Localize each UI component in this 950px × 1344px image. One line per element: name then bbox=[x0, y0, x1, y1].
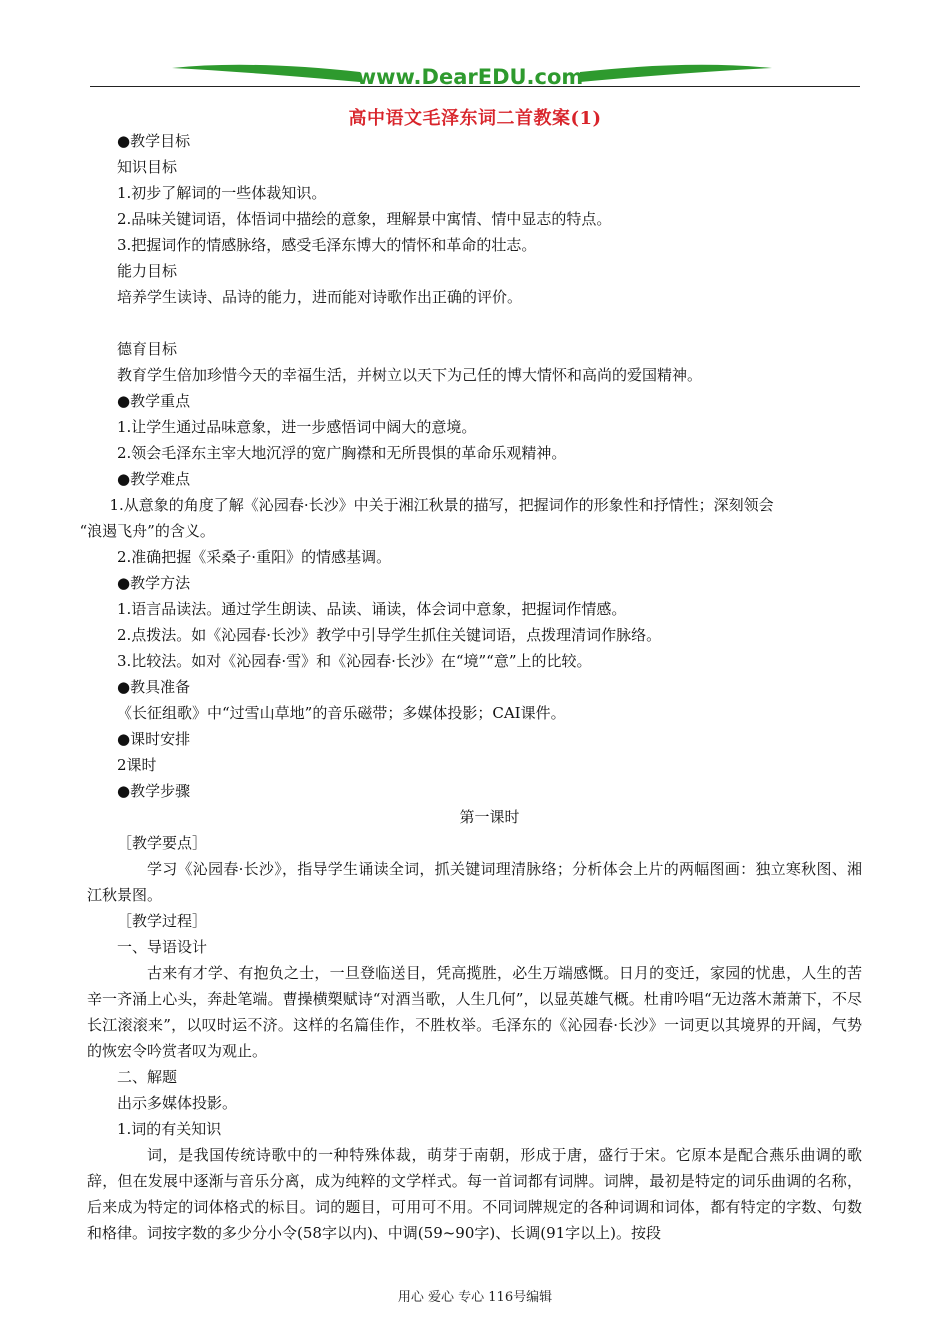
section-heading: ●教学方法 bbox=[117, 574, 191, 592]
text-line: 培养学生读诗、品诗的能力，进而能对诗歌作出正确的评价。 bbox=[117, 288, 523, 306]
logo-text: www.DearEDU.com bbox=[356, 65, 584, 89]
section-heading: ●教学目标 bbox=[117, 132, 191, 150]
list-item: 2.品味关键词语，体悟词中描绘的意象，理解景中寓情、情中显志的特点。 bbox=[117, 210, 612, 228]
paragraph: 学习《沁园春·长沙》，指导学生诵读全词，抓关键词理清脉络；分析体会上片的两幅图画：独立寒秋图、湘江秋景图。 bbox=[87, 860, 862, 904]
list-item: 1.让学生通过品味意象，进一步感悟词中阔大的意境。 bbox=[117, 418, 477, 436]
list-item: 1.初步了解词的一些体裁知识。 bbox=[117, 184, 327, 202]
lesson-heading: 第一课时 bbox=[459, 808, 520, 826]
document-body bbox=[79, 128, 862, 1246]
section-heading: ●教学重点 bbox=[117, 392, 191, 410]
subheading: 1.词的有关知识 bbox=[117, 1120, 222, 1138]
section-heading: ●教学步骤 bbox=[117, 782, 191, 800]
list-item: 2.领会毛泽东主宰大地沉浮的宽广胸襟和无所畏惧的革命乐观精神。 bbox=[117, 444, 567, 462]
subheading: 知识目标 bbox=[117, 158, 178, 176]
subheading: 能力目标 bbox=[117, 262, 178, 280]
step-heading: 二、解题 bbox=[117, 1068, 178, 1086]
section-heading: ●教学难点 bbox=[117, 470, 191, 488]
header-divider bbox=[90, 86, 860, 87]
list-item: 1.从意象的角度了解《沁园春·长沙》中关于湘江秋景的描写，把握词作的形象性和抒情性；深刻领会 bbox=[109, 496, 774, 514]
list-item: 3.比较法。如对《沁园春·雪》和《沁园春·长沙》在“境”“意”上的比较。 bbox=[117, 652, 592, 670]
document-title: 高中语文毛泽东词二首教案(1) bbox=[348, 108, 602, 129]
site-header bbox=[0, 58, 950, 98]
text-line: “浪遏飞舟”的含义。 bbox=[79, 522, 215, 540]
bracket-heading: ［教学过程］ bbox=[117, 912, 208, 930]
section-heading: ●教具准备 bbox=[117, 678, 191, 696]
bracket-heading: ［教学要点］ bbox=[117, 834, 208, 852]
text-line: 2课时 bbox=[117, 756, 157, 774]
list-item: 2.准确把握《采桑子·重阳》的情感基调。 bbox=[117, 548, 392, 566]
text-line: 教育学生倍加珍惜今天的幸福生活，并树立以天下为己任的博大情怀和高尚的爱国精神。 bbox=[117, 366, 703, 384]
subheading: 德育目标 bbox=[117, 340, 178, 358]
section-heading: ●课时安排 bbox=[117, 730, 191, 748]
blank-line bbox=[117, 310, 862, 336]
text-line: 《长征组歌》中“过雪山草地”的音乐磁带；多媒体投影；CAI课件。 bbox=[117, 704, 566, 722]
page-footer: 用心 爱心 专心 116号编辑 bbox=[397, 1290, 553, 1305]
list-item: 1.语言品读法。通过学生朗读、品读、诵读，体会词中意象，把握词作情感。 bbox=[117, 600, 627, 618]
text-line: 出示多媒体投影。 bbox=[117, 1094, 238, 1112]
paragraph: 词，是我国传统诗歌中的一种特殊体裁，萌芽于南朝，形成于唐，盛行于宋。它原本是配合燕乐曲调的歌辞，但在发展中逐渐与音乐分离，成为纯粹的文学样式。每一首词都有词牌。词牌，最初是特定的词乐曲调的名称，后来成为特定的词体格式的标目。词的题目，可用可不用。不同词牌规定的各种词调和词体，都有特定的字数、句数和格律。词按字数的多少分小令(58字以内)、中调(59~90字)、长调(91字以上)。按段 bbox=[87, 1146, 862, 1242]
paragraph: 古来有才学、有抱负之士，一旦登临送目，凭高揽胜，必生万端感慨。日月的变迁，家园的忧患，人生的苦辛一齐涌上心头，奔赴笔端。曹操横槊赋诗“对酒当歌，人生几何”，以显英雄气概。杜甫吟唱“无边落木萧萧下，不尽长江滚滚来”，以叹时运不济。这样的名篇佳作，不胜枚举。毛泽东的《沁园春·长沙》一词更以其境界的开阔，气势的恢宏令吟赏者叹为观止。 bbox=[87, 964, 862, 1060]
step-heading: 一、导语设计 bbox=[117, 938, 208, 956]
list-item: 2.点拨法。如《沁园春·长沙》教学中引导学生抓住关键词语，点拨理清词作脉络。 bbox=[117, 626, 662, 644]
list-item: 3.把握词作的情感脉络，感受毛泽东博大的情怀和革命的壮志。 bbox=[117, 236, 537, 254]
dearedu-logo bbox=[160, 58, 780, 98]
